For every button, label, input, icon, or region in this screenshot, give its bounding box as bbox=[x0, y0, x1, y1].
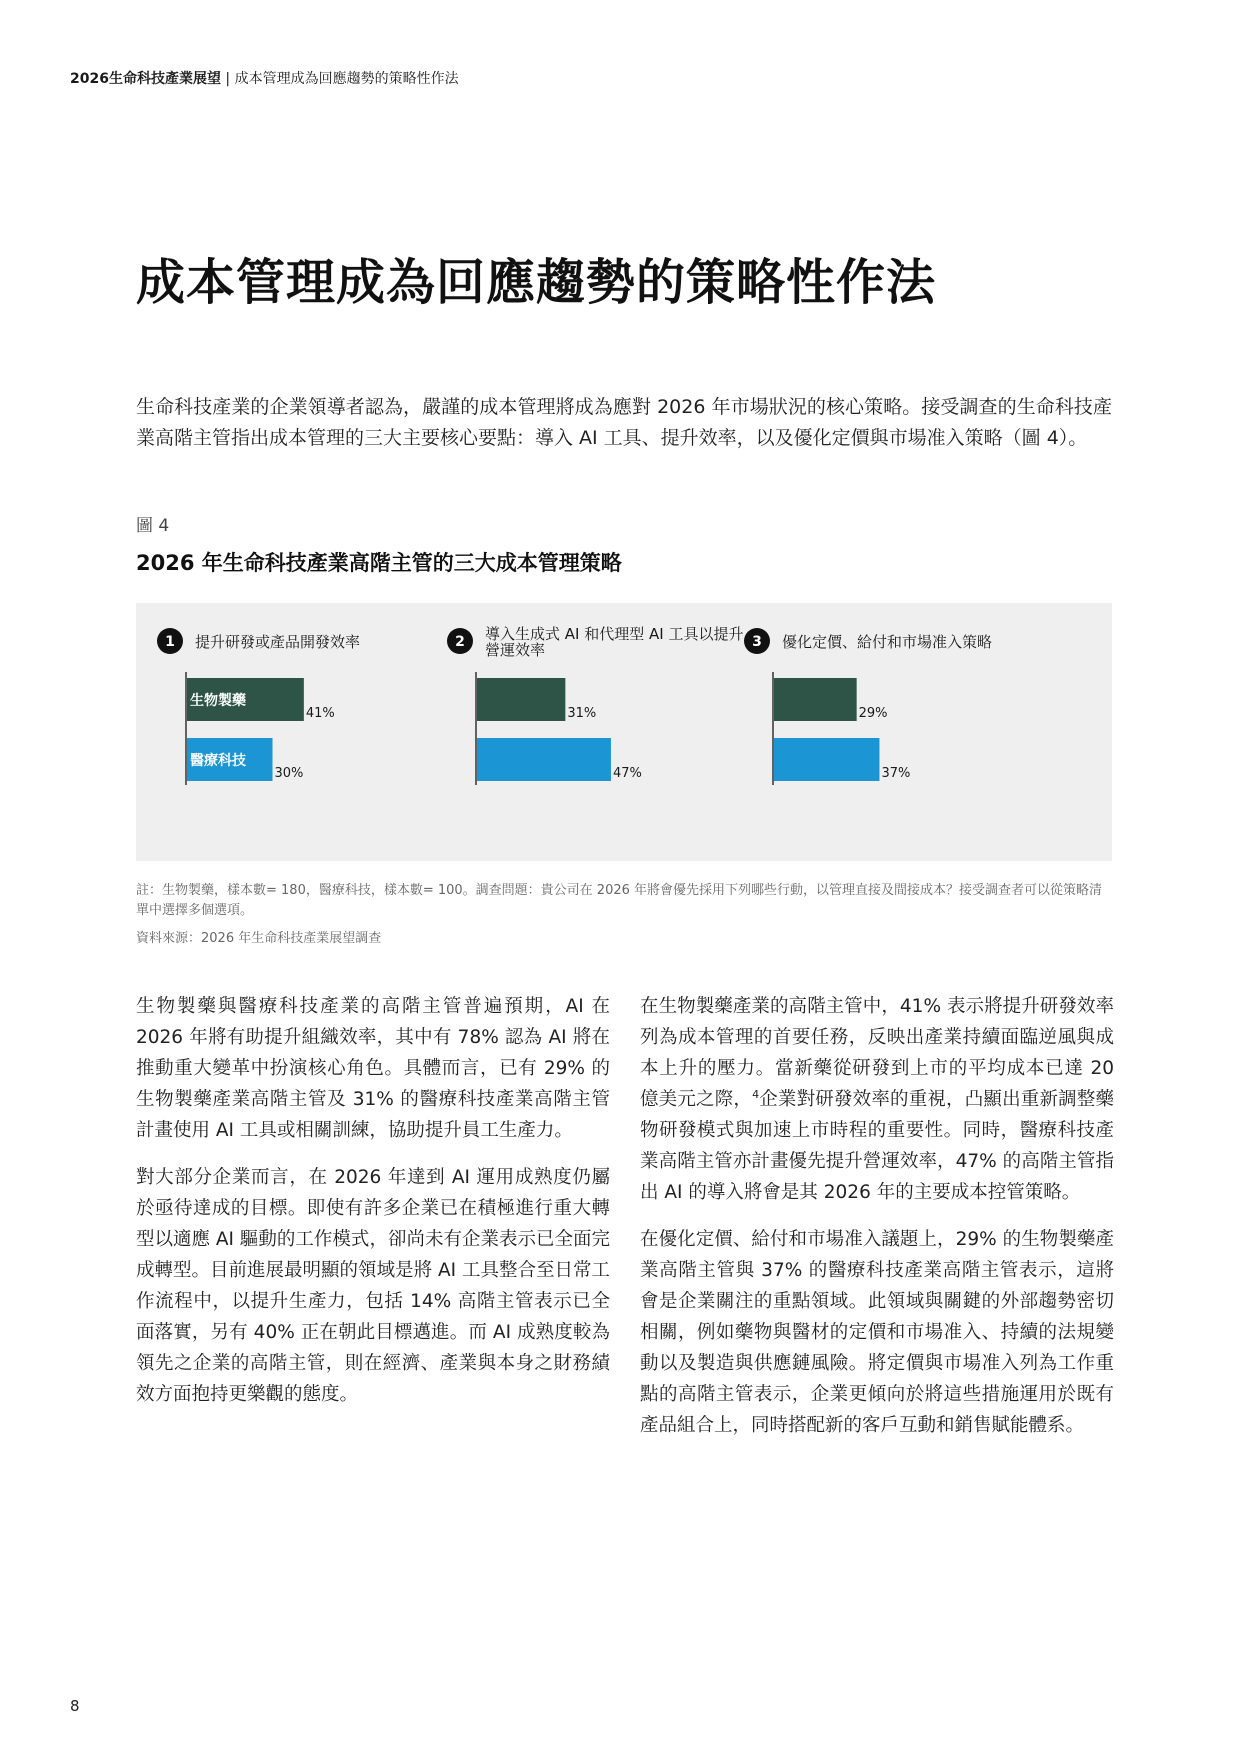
group-title: 營運效率 bbox=[485, 641, 546, 659]
bar bbox=[774, 738, 879, 781]
group-number: 1 bbox=[165, 634, 175, 650]
data-label: 47% bbox=[612, 766, 642, 781]
footnote-ref[interactable]: 4 bbox=[752, 1087, 760, 1101]
data-label: 31% bbox=[567, 706, 597, 721]
group-title: 優化定價、給付和市場准入策略 bbox=[782, 633, 993, 651]
report-name: 2026生命科技產業展望 bbox=[70, 71, 221, 87]
group-title: 導入生成式 AI 和代理型 AI 工具以提升 bbox=[485, 625, 744, 643]
running-header bbox=[70, 68, 459, 88]
body-paragraph: 對大部分企業而言，在 2026 年達到 AI 運用成熟度仍屬於亟待達成的目標。即使有許多企業已在積極進行重大轉型以適應 AI 驅動的工作模式，卻尚未有企業表示已全面完成轉型。目前進展最明顯的領域是將 AI 工具整合至日常工作流程中，以提升生產力，包括 14% 高階主管表示已全面落實，另有 40% 正在朝此目標邁進。而 AI 成熟度較為領先之企業的高階主管，則在經濟、產業與本身之財務績效方面抱持更樂觀的態度。 bbox=[136, 1167, 611, 1405]
bar bbox=[774, 678, 857, 721]
figure-notes bbox=[136, 881, 1112, 949]
chart-panel bbox=[136, 603, 1112, 861]
bar bbox=[477, 678, 565, 721]
header-separator: | bbox=[220, 71, 235, 87]
data-label: 37% bbox=[881, 766, 911, 781]
series-label: 醫療科技 bbox=[190, 753, 246, 769]
paragraph-text: 在生物製藥產業的高階主管中，41% 表示將提升研發效率列為成本管理的首要任務，反映出產業持續面臨逆風與成本上升的壓力。當新藥從研發到上市的平均成本已達 20 億美元之際， bbox=[640, 996, 1114, 1110]
body-paragraph: 在優化定價、給付和市場准入議題上，29% 的生物製藥產業高階主管與 37% 的醫療科技產業高階主管表示，這將會是企業關注的重點領域。此領域與關鍵的外部趨勢密切相關，例如藥物與醫材的定價和市場准入、持續的法規變動以及製造與供應鏈風險。將定價與市場准入列為工作重點的高階主管表示，企業更傾向於將這些措施運用於既有產品組合上，同時搭配新的客戶互動和銷售賦能體系。 bbox=[640, 1229, 1114, 1436]
data-label: 29% bbox=[858, 706, 888, 721]
data-label: 30% bbox=[274, 766, 304, 781]
group-number: 3 bbox=[752, 634, 762, 650]
figure-label: 圖 4 bbox=[136, 516, 170, 536]
series-label: 生物製藥 bbox=[190, 693, 246, 709]
page-number: 8 bbox=[70, 1697, 80, 1715]
group-number: 2 bbox=[455, 634, 465, 650]
figure-note: 註：生物製藥，樣本數= 180，醫療科技，樣本數= 100。調查問題：貴公司在 2026 年將會優先採用下列哪些行動，以管理直接及間接成本？接受調查者可以從策略清單中選擇多個選項。 bbox=[136, 883, 1103, 918]
body-paragraph bbox=[640, 991, 1114, 1208]
body-paragraph: 生物製藥與醫療科技產業的高階主管普遍預期，AI 在 2026 年將有助提升組織效率，其中有 78% 認為 AI 將在推動重大變革中扮演核心角色。具體而言，已有 29% 的生物製藥產業高階主管及 31% 的醫療科技產業高階主管計畫使用 AI 工具或相關訓練，協助提升員工生產力。 bbox=[136, 996, 610, 1141]
data-label: 41% bbox=[305, 706, 335, 721]
figure-source: 資料來源：2026 年生命科技產業展望調查 bbox=[136, 931, 382, 946]
figure-title: 2026 年生命科技產業高階主管的三大成本管理策略 bbox=[136, 551, 622, 575]
header-section: 成本管理成為回應趨勢的策略性作法 bbox=[234, 71, 459, 87]
body-column-right bbox=[640, 991, 1114, 1457]
page-title: 成本管理成為回應趨勢的策略性作法 bbox=[136, 254, 937, 311]
bar bbox=[477, 738, 611, 781]
bar-chart bbox=[136, 603, 1112, 861]
body-column-left bbox=[136, 991, 610, 1426]
intro-paragraph: 生命科技產業的企業領導者認為，嚴謹的成本管理將成為應對 2026 年市場狀況的核心策略。接受調查的生命科技產業高階主管指出成本管理的三大主要核心要點：導入 AI 工具、提升效率，以及優化定價與市場准入策略（圖 4）。 bbox=[136, 396, 1112, 449]
group-title: 提升研發或產品開發效率 bbox=[195, 633, 361, 651]
paragraph-text: 企業對研發效率的重視，凸顯出重新調整藥物研發模式與加速上市時程的重要性。同時，醫療科技產業高階主管亦計畫優先提升營運效率，47% 的高階主管指出 AI 的導入將會是其 2026 年的主要成本控管策略。 bbox=[640, 1089, 1114, 1203]
